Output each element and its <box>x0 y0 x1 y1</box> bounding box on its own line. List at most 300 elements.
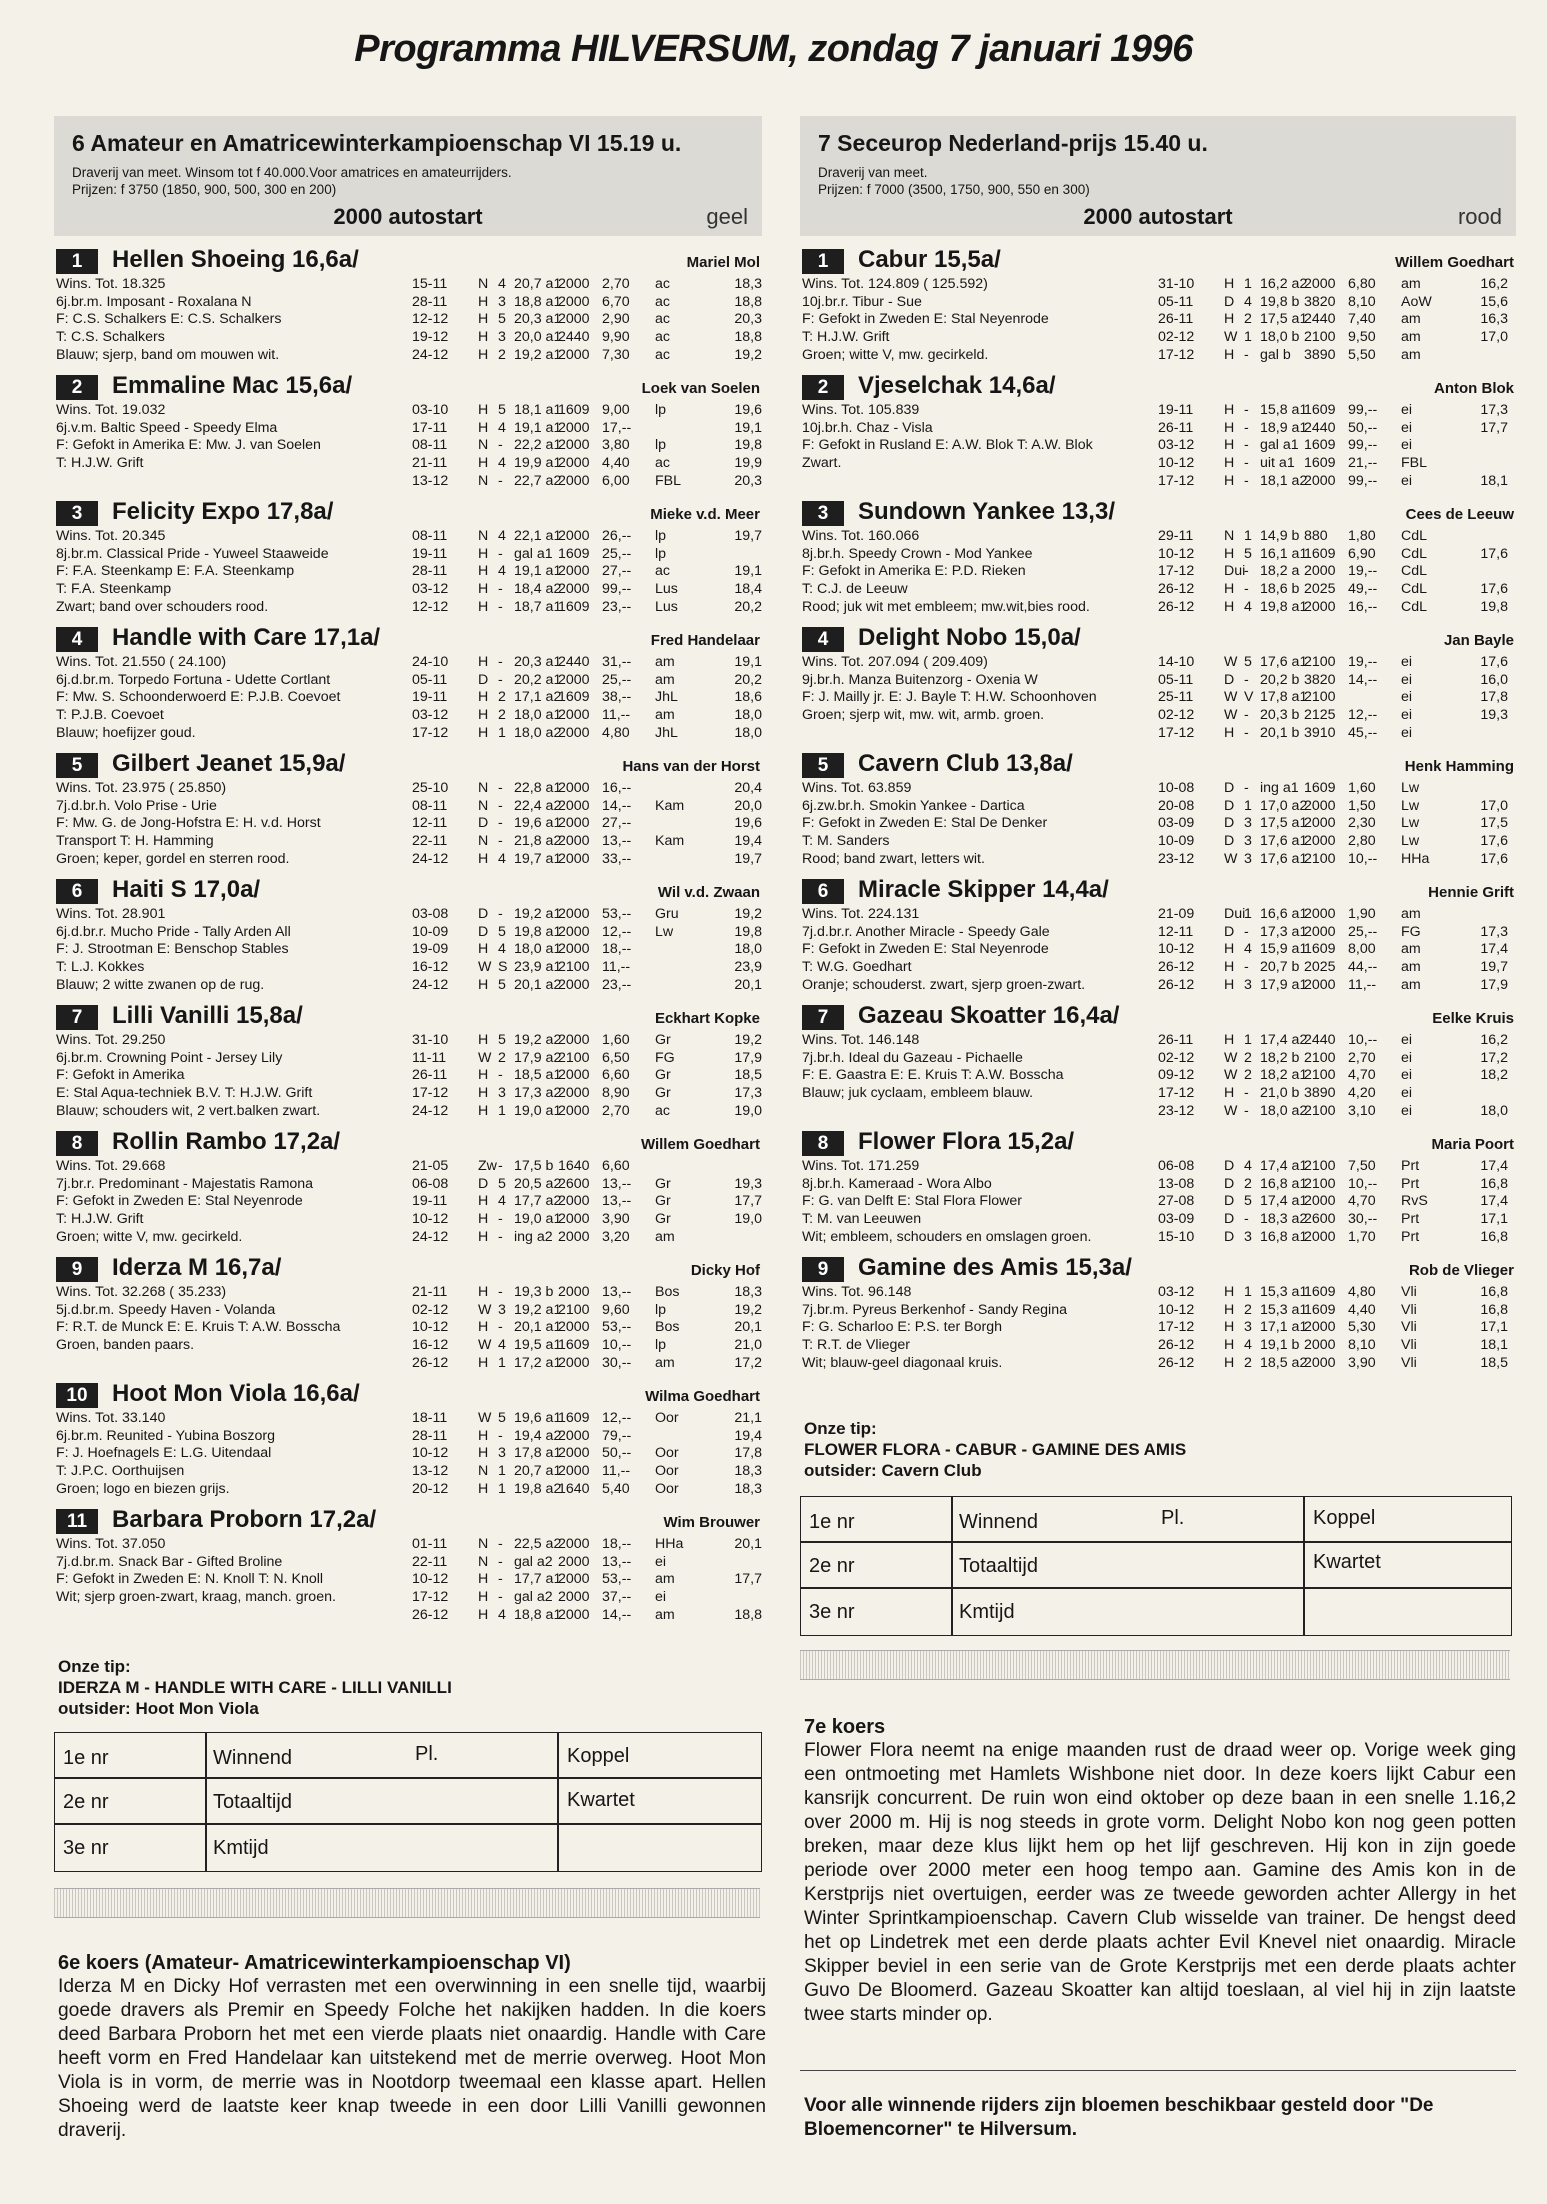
horse-info <box>802 654 1097 725</box>
start-cell: 16,3 <box>1480 311 1508 328</box>
start-cell: 2 <box>1244 1354 1252 1371</box>
start-cell: 19,8 <box>1480 598 1508 615</box>
start-cell: 1609 <box>558 598 590 615</box>
horse-info-line: Wins. Tot. 19.032 <box>56 402 166 418</box>
horse-number: 11 <box>56 1509 98 1534</box>
start-cell: 06-08 <box>1158 1158 1195 1174</box>
horse-info-line: T: M. Sanders <box>802 833 890 850</box>
start-cell: 24-12 <box>412 850 449 867</box>
horse-entry <box>800 248 1516 374</box>
horse-driver: Hennie Grift <box>1428 884 1514 901</box>
horse-info <box>802 1158 1091 1247</box>
start-row <box>412 1284 762 1302</box>
horse-info-line: T: F.A. Steenkamp <box>56 581 172 598</box>
horse-recent-starts <box>412 1410 762 1498</box>
start-cell: 2000 <box>558 1606 590 1623</box>
start-cell: 18,5 <box>1480 1354 1508 1371</box>
start-cell: 2000 <box>558 1445 590 1462</box>
start-cell: ei <box>1401 1067 1413 1084</box>
start-cell: 6,50 <box>602 1049 630 1066</box>
horse-driver: Henk Hamming <box>1404 758 1514 775</box>
start-cell: 4,70 <box>1348 1067 1376 1084</box>
start-row <box>412 1085 762 1103</box>
start-cell: 17,5 b <box>514 1158 554 1174</box>
start-cell: 14,-- <box>602 797 632 814</box>
start-cell: Prt <box>1401 1158 1420 1174</box>
start-cell: ei <box>1401 1102 1413 1119</box>
horse-number: 10 <box>56 1383 98 1408</box>
start-cell: 16,0 <box>1480 671 1508 688</box>
horse-info-line: F: Mw. S. Schoonderwoerd E: P.J.B. Coevoet <box>56 689 341 706</box>
start-row <box>1158 1085 1508 1103</box>
horse-info-line: F: Gefokt in Zweden E: Stal Neyenrode <box>802 311 1049 328</box>
start-cell: Vli <box>1401 1301 1417 1318</box>
start-cell: 2000 <box>1304 906 1336 922</box>
start-cell: 03-08 <box>412 906 449 922</box>
start-cell: H <box>1224 581 1235 598</box>
race-7-column <box>800 116 1516 1382</box>
start-cell: 5 <box>498 1032 506 1048</box>
start-cell: 2000 <box>558 1085 590 1102</box>
horse-info-line: 5j.d.br.m. Speedy Haven - Volanda <box>56 1301 276 1318</box>
start-cell: 1609 <box>558 1410 590 1426</box>
horse-name: Iderza M 16,7a/ <box>112 1254 282 1281</box>
start-cell: 05-11 <box>412 671 448 688</box>
horse-recent-starts <box>412 906 762 994</box>
footer-note: Voor alle winnende rijders zijn bloemen beschikbaar gesteld door "De Bloemencorner" te Hilversum. <box>804 2095 1434 2140</box>
start-cell: D <box>1224 833 1235 850</box>
start-cell: 17,5 <box>1480 815 1508 832</box>
start-cell: 2,70 <box>1348 1049 1376 1066</box>
start-cell: H <box>478 329 489 346</box>
start-row <box>412 1607 762 1625</box>
start-cell: ac <box>655 276 670 292</box>
start-cell: 18,4 <box>734 581 762 598</box>
start-cell: 17,8 <box>734 1445 762 1462</box>
start-cell: N <box>478 276 489 292</box>
start-cell: 18,1 a1 <box>514 402 562 418</box>
start-cell: 24-12 <box>412 346 449 363</box>
start-row <box>412 1571 762 1589</box>
start-cell: 16,1 a1 <box>1260 545 1308 562</box>
start-cell: 28-11 <box>412 1427 448 1444</box>
start-cell: 17,9 <box>1480 976 1508 993</box>
start-cell: 17,0 <box>1480 797 1508 814</box>
start-cell: 25-11 <box>1158 689 1194 706</box>
horse-driver: Cees de Leeuw <box>1405 506 1514 523</box>
start-cell: 26-12 <box>1158 976 1195 993</box>
start-cell: - <box>498 654 503 670</box>
start-cell: 25-10 <box>412 780 449 796</box>
start-cell: 2 <box>498 346 506 363</box>
start-cell: 19,8 a2 <box>514 1480 562 1497</box>
start-cell: 1 <box>1244 329 1252 346</box>
start-cell: H <box>1224 545 1235 562</box>
start-cell: N <box>478 528 489 544</box>
start-cell: - <box>498 797 503 814</box>
start-cell: FG <box>655 1049 675 1066</box>
start-cell: JhL <box>655 724 678 741</box>
start-cell: 3890 <box>1304 1085 1336 1102</box>
start-cell: H <box>478 311 489 328</box>
start-cell: 18,2 <box>1480 1067 1508 1084</box>
start-cell: 17,0 <box>1480 329 1508 346</box>
start-cell: 1 <box>498 1102 506 1119</box>
horse-info-line: 6j.zw.br.h. Smokin Yankee - Dartica <box>802 797 1025 814</box>
start-cell: 24-12 <box>412 976 449 993</box>
start-cell: 17,8 a1 <box>1260 689 1308 706</box>
start-cell: - <box>1244 959 1249 976</box>
start-cell: 1609 <box>558 545 590 562</box>
horse-entry <box>800 626 1516 752</box>
start-cell: 53,-- <box>602 1319 632 1336</box>
start-cell: 10-12 <box>1158 545 1195 562</box>
start-row <box>412 546 762 564</box>
start-cell: 17,6 <box>1480 654 1508 670</box>
slip-kmtijd: Kmtijd <box>213 1837 269 1859</box>
start-cell: lp <box>655 437 667 454</box>
start-row <box>412 276 762 294</box>
start-cell: 14,-- <box>602 1606 632 1623</box>
horse-info <box>802 528 1090 617</box>
start-cell: D <box>1224 1193 1235 1210</box>
slip-kwartet: Kwartet <box>1313 1551 1381 1573</box>
start-cell: 1609 <box>1304 1284 1336 1300</box>
start-cell: 16,8 <box>1480 1284 1508 1300</box>
start-cell: 18,2 a1 <box>1260 1067 1308 1084</box>
start-cell: 20,1 a1 <box>514 1319 562 1336</box>
horse-info-line: 10j.br.r. Tibur - Sue <box>802 293 922 310</box>
start-cell: 1609 <box>1304 402 1336 418</box>
horse-info-line: Wins. Tot. 96.148 <box>802 1284 912 1300</box>
start-cell: 17,4 a1 <box>1260 1158 1308 1174</box>
start-cell: - <box>498 1427 503 1444</box>
horse-number: 3 <box>802 501 844 526</box>
start-cell: 1 <box>1244 276 1252 292</box>
start-cell: 4 <box>1244 293 1252 310</box>
horse-name: Miracle Skipper 14,4a/ <box>858 876 1109 903</box>
start-cell: 18,0 a2 <box>514 724 562 741</box>
start-row <box>1158 959 1508 977</box>
race-6-tip <box>58 1656 452 1719</box>
start-cell: 19,2 a2 <box>514 1032 562 1048</box>
start-cell: 5 <box>1244 654 1252 670</box>
article-body: Iderza M en Dicky Hof verrasten met een overwinning in een snelle tijd, waarbij goede dravers als Premir en Speedy Folche het nakijken hadden. In die koers deed Barbara Proborn het met een vierde plaats niet onaardig. Handle with Care heeft vorm en Fred Handelaar kan uitstekend met de merrie overweg. Hoot Mon Viola is in vorm, de merrie was in Nootdorp tweemaal een klasse apart. Hellen Shoeing werd de laatste keer knap tweede in een door Lilli Vanilli gewonnen draverij. <box>58 1976 766 2141</box>
start-row <box>1158 1067 1508 1085</box>
start-cell: W <box>1224 707 1238 724</box>
outsider-text: outsider: Hoot Mon Viola <box>58 1699 259 1718</box>
start-cell: 1609 <box>1304 545 1336 562</box>
start-cell: 23,-- <box>602 976 632 993</box>
start-cell: 2100 <box>1304 1102 1336 1119</box>
start-cell: 2000 <box>1304 563 1336 580</box>
start-row <box>412 851 762 869</box>
start-cell: 03-12 <box>412 707 449 724</box>
horse-name: Gamine des Amis 15,3a/ <box>858 1254 1132 1281</box>
start-row <box>412 1193 762 1211</box>
start-cell: 12-11 <box>1158 923 1194 940</box>
start-cell: - <box>1244 419 1249 436</box>
start-cell: 03-12 <box>1158 1284 1195 1300</box>
start-cell: 1,90 <box>1348 906 1376 922</box>
start-cell: - <box>1244 472 1249 489</box>
horse-info-line: Wins. Tot. 18.325 <box>56 276 166 292</box>
start-cell: 2000 <box>558 1553 590 1570</box>
start-cell: 27,-- <box>602 815 632 832</box>
start-cell: 17,3 <box>734 1085 762 1102</box>
start-cell: 19,8 a1 <box>514 923 562 940</box>
start-cell: 9,90 <box>602 329 630 346</box>
start-cell: 1609 <box>1304 780 1336 796</box>
start-cell: 20,2 <box>734 671 762 688</box>
start-cell: 17,6 <box>1480 545 1508 562</box>
horse-entry <box>54 1130 762 1256</box>
start-cell: 3,90 <box>602 1211 630 1228</box>
start-cell: 2000 <box>558 472 590 489</box>
start-cell: ei <box>1401 1032 1413 1048</box>
start-cell: 1609 <box>1304 941 1336 958</box>
start-cell: 2100 <box>1304 1175 1336 1192</box>
horse-recent-starts <box>412 528 762 616</box>
start-cell: 02-12 <box>412 1301 449 1318</box>
start-cell: 11,-- <box>602 1463 631 1480</box>
start-cell: 4 <box>498 850 506 867</box>
start-row <box>412 1428 762 1446</box>
start-cell: 50,-- <box>1348 419 1378 436</box>
start-cell: H <box>478 545 489 562</box>
start-cell: 18,8 a1 <box>514 1606 562 1623</box>
horse-info-line: Wins. Tot. 224.131 <box>802 906 920 922</box>
race-7-betting-slip <box>800 1496 1512 1636</box>
start-cell: CdL <box>1401 598 1428 615</box>
horse-info-line: Groen; witte V, mw. gecirkeld. <box>56 1228 243 1245</box>
horse-driver: Wim Brouwer <box>663 1514 760 1531</box>
start-cell: 21,-- <box>1348 455 1378 472</box>
start-row <box>412 1445 762 1463</box>
start-row <box>412 347 762 365</box>
start-cell: 03-09 <box>1158 1211 1195 1228</box>
start-cell: FBL <box>1401 455 1428 472</box>
start-cell: H <box>1224 1319 1235 1336</box>
start-cell: 23,-- <box>602 598 632 615</box>
horse-driver: Loek van Soelen <box>641 380 760 397</box>
start-cell: gal b <box>1260 346 1291 363</box>
start-row <box>412 906 762 924</box>
start-cell: Kam <box>655 797 685 814</box>
start-cell: 19,6 a1 <box>514 1410 562 1426</box>
start-cell: 20,3 <box>734 311 762 328</box>
horse-name: Barbara Proborn 17,2a/ <box>112 1506 377 1533</box>
horse-driver: Mariel Mol <box>686 254 760 271</box>
horse-name: Handle with Care 17,1a/ <box>112 624 381 651</box>
slip-kwartet: Kwartet <box>567 1789 635 1811</box>
start-cell: 1640 <box>558 1158 590 1174</box>
start-cell: 10-12 <box>1158 455 1195 472</box>
start-cell: 3 <box>1244 850 1252 867</box>
start-cell: ei <box>1401 671 1413 688</box>
start-cell: 27-08 <box>1158 1193 1195 1210</box>
start-cell: H <box>1224 1284 1235 1300</box>
horse-name: Gilbert Jeanet 15,9a/ <box>112 750 346 777</box>
start-cell: - <box>498 671 503 688</box>
horse-driver: Jan Bayle <box>1443 632 1514 649</box>
start-cell: H <box>1224 346 1235 363</box>
start-cell: H <box>478 1589 489 1606</box>
divider-band <box>800 1650 1510 1680</box>
horse-recent-starts <box>1158 402 1508 490</box>
horse-name: Hellen Shoeing 16,6a/ <box>112 246 359 273</box>
start-cell: 4 <box>1244 1337 1252 1354</box>
start-cell: 17-12 <box>412 1589 449 1606</box>
horse-entry <box>54 248 762 374</box>
race-conditions <box>818 164 1090 198</box>
horse-entry <box>54 752 762 878</box>
start-cell: 2000 <box>1304 1228 1336 1245</box>
start-cell: CdL <box>1401 545 1428 562</box>
start-cell: 2000 <box>558 1102 590 1119</box>
start-cell: - <box>1244 1211 1249 1228</box>
horse-recent-starts <box>412 654 762 742</box>
start-cell: H <box>1224 455 1235 472</box>
start-cell: 2000 <box>558 1427 590 1444</box>
start-cell: 18,7 a1 <box>514 598 562 615</box>
start-cell: 3890 <box>1304 346 1336 363</box>
start-cell: 16,8 <box>1480 1301 1508 1318</box>
start-cell: 8,10 <box>1348 293 1376 310</box>
horse-recent-starts <box>1158 1032 1508 1120</box>
start-cell: 15,8 a1 <box>1260 402 1308 418</box>
horse-info <box>802 906 1085 995</box>
start-row <box>412 1229 762 1247</box>
start-cell: H <box>1224 419 1235 436</box>
start-cell: 19,2 <box>734 1032 762 1048</box>
start-cell: - <box>1244 346 1249 363</box>
start-cell: 4,80 <box>602 724 630 741</box>
start-cell: 3,10 <box>1348 1102 1376 1119</box>
start-cell: 2 <box>1244 311 1252 328</box>
start-row <box>1158 329 1508 347</box>
start-cell: D <box>478 923 489 940</box>
start-cell: 2000 <box>558 437 590 454</box>
start-cell: S <box>498 959 508 976</box>
horse-info-line: T: H.J.W. Grift <box>56 455 144 472</box>
start-cell: 2000 <box>558 346 590 363</box>
start-cell: 19-11 <box>412 689 448 706</box>
start-cell: ei <box>1401 1049 1413 1066</box>
tip-text: FLOWER FLORA - CABUR - GAMINE DES AMIS <box>804 1440 1187 1459</box>
start-cell: 10-12 <box>412 1319 449 1336</box>
horse-entry <box>800 1130 1516 1256</box>
start-cell: 18,4 a2 <box>514 581 562 598</box>
start-cell: 49,-- <box>1348 581 1378 598</box>
start-cell: D <box>1224 1175 1235 1192</box>
start-cell: 20-08 <box>1158 797 1195 814</box>
horse-info-line: Wins. Tot. 160.066 <box>802 528 920 544</box>
start-cell: 17,6 a1 <box>1260 654 1308 670</box>
start-cell: 30,-- <box>602 1354 632 1371</box>
start-cell: 3 <box>1244 1319 1252 1336</box>
start-cell: 1,70 <box>1348 1228 1376 1245</box>
start-cell: ei <box>1401 707 1413 724</box>
start-cell: 19,7 <box>734 850 762 867</box>
horse-name: Cavern Club 13,8a/ <box>858 750 1073 777</box>
start-cell: 17,4 <box>1480 941 1508 958</box>
start-row <box>1158 1211 1508 1229</box>
start-cell: - <box>498 780 503 796</box>
start-cell: 2000 <box>558 1211 590 1228</box>
start-cell: - <box>498 815 503 832</box>
start-cell: ei <box>1401 419 1413 436</box>
start-cell: 18,8 <box>734 293 762 310</box>
start-cell: - <box>498 581 503 598</box>
start-row <box>1158 599 1508 617</box>
horse-number: 5 <box>56 753 98 778</box>
start-cell: 2,90 <box>602 311 630 328</box>
horse-driver: Fred Handelaar <box>650 632 760 649</box>
start-cell: 1609 <box>1304 437 1336 454</box>
start-cell: H <box>478 1571 489 1588</box>
start-row <box>1158 798 1508 816</box>
start-row <box>412 1319 762 1337</box>
start-cell: 17,4 a1 <box>1260 1193 1308 1210</box>
start-cell: 5 <box>1244 545 1252 562</box>
start-row <box>1158 1050 1508 1068</box>
horse-info-line: F: J. Strootman E: Benschop Stables <box>56 941 289 958</box>
start-cell: 880 <box>1304 528 1328 544</box>
start-cell: 17,1 a1 <box>1260 1319 1308 1336</box>
start-cell: 20,2 b <box>1260 671 1300 688</box>
start-cell: Lw <box>1401 815 1420 832</box>
start-cell: 20-12 <box>412 1480 449 1497</box>
start-cell: 2000 <box>558 833 590 850</box>
start-cell: H <box>1224 1085 1235 1102</box>
start-row <box>1158 707 1508 725</box>
start-cell: H <box>478 689 489 706</box>
start-cell: 4 <box>498 941 506 958</box>
horse-info-line: 7j.d.br.h. Volo Prise - Urie <box>56 797 217 814</box>
start-cell: - <box>498 906 503 922</box>
horse-info-line: T: C.S. Schalkers <box>56 329 165 346</box>
start-cell: 03-12 <box>412 581 449 598</box>
start-cell: am <box>1401 941 1421 958</box>
start-cell: H <box>478 1480 489 1497</box>
start-cell: 03-10 <box>412 402 449 418</box>
start-cell: 17,7 <box>1480 419 1508 436</box>
start-cell: 18,8 <box>734 1606 762 1623</box>
start-row <box>412 437 762 455</box>
start-cell: 14,-- <box>1348 671 1378 688</box>
start-cell: D <box>478 815 489 832</box>
start-cell: 12,-- <box>602 1410 632 1426</box>
start-cell: 19,1 a1 <box>514 419 562 436</box>
start-cell: 19-11 <box>412 545 448 562</box>
start-cell: 16,8 a1 <box>1260 1228 1308 1245</box>
start-cell: 10-12 <box>412 1211 449 1228</box>
horse-info-line: Wins. Tot. 20.345 <box>56 528 166 544</box>
start-cell: 1640 <box>558 1480 590 1497</box>
slip-koppel: Koppel <box>1313 1507 1376 1529</box>
horse-info-line: 6j.br.m. Imposant - Roxalana N <box>56 293 252 310</box>
start-cell: am <box>1401 976 1421 993</box>
start-cell: 3820 <box>1304 671 1336 688</box>
start-cell: H <box>478 598 489 615</box>
start-cell: - <box>498 1553 503 1570</box>
start-cell: 18,6 <box>734 689 762 706</box>
start-cell: W <box>1224 1049 1238 1066</box>
horse-info-line: 7j.br.h. Ideal du Gazeau - Pichaelle <box>802 1049 1023 1066</box>
start-cell: D <box>1224 797 1235 814</box>
start-cell: - <box>498 545 503 562</box>
